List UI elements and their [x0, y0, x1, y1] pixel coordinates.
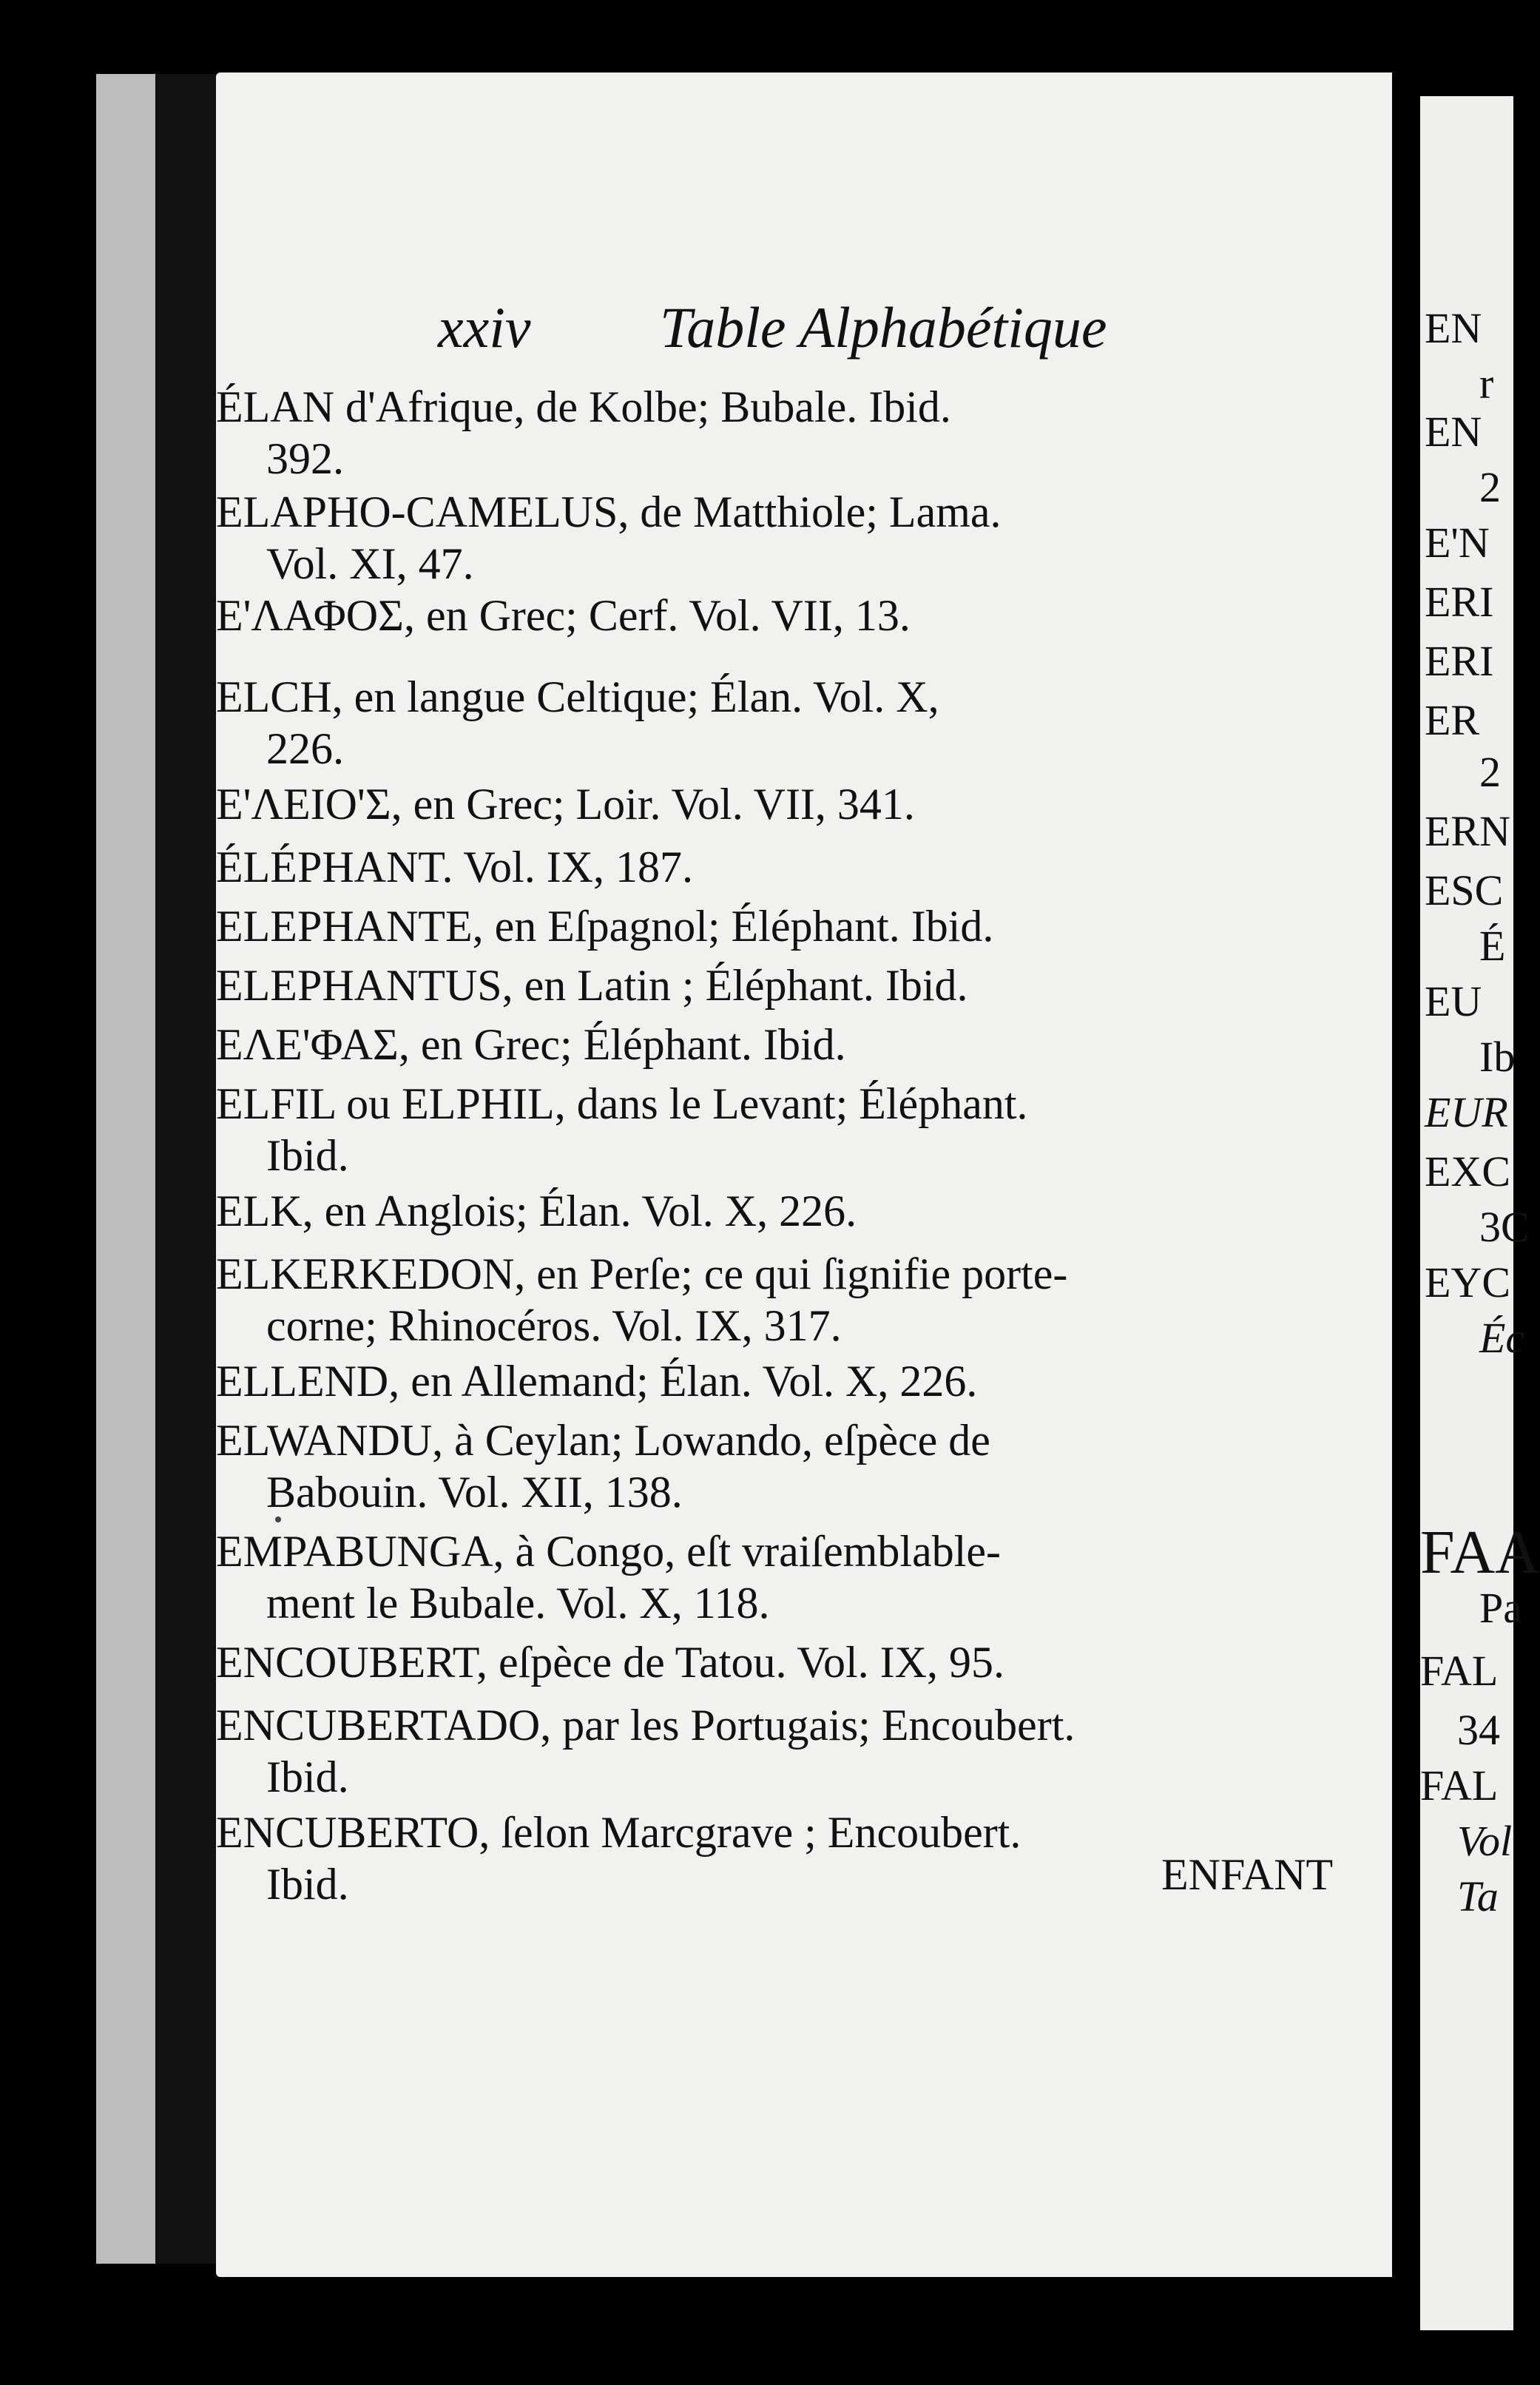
entry-line: ELLEND, en Allemand; Élan. Vol. X, 226.	[216, 1357, 978, 1406]
facing-fragment: EN	[1425, 304, 1482, 352]
facing-fragment: EYC	[1425, 1258, 1510, 1306]
index-entry	[216, 487, 1362, 590]
entry-line: ELAPHO-CAMELUS, de Matthiole; Lama.	[216, 488, 1002, 536]
facing-fragment: 2	[1479, 463, 1501, 511]
index-entry	[216, 1415, 1362, 1519]
index-entry	[216, 672, 1362, 775]
entry-continuation: Vol. XI, 47.	[266, 539, 474, 588]
facing-fragment: FAL	[1420, 1647, 1499, 1695]
facing-fragment: 2	[1479, 748, 1501, 796]
page-seam	[1392, 72, 1420, 2329]
index-entry	[216, 382, 1362, 485]
entry-continuation: Ibid.	[266, 1753, 349, 1801]
entry-line: Ε'ΛΕΙΟ'Σ, en Grec; Loir. Vol. VII, 341.	[216, 780, 915, 829]
entry-line: ELFIL ou ELPHIL, dans le Levant; Éléphant.	[216, 1079, 1028, 1128]
facing-fragment: Ta	[1457, 1872, 1499, 1920]
paper-speck	[275, 1517, 281, 1522]
facing-fragment: r	[1479, 360, 1494, 408]
facing-fragment: ERI	[1425, 578, 1494, 626]
page-edge-strip	[96, 74, 155, 2264]
catchword: ENFANT	[1161, 1850, 1334, 1899]
entry-continuation: Ibid.	[266, 1131, 349, 1180]
facing-fragment: ESC	[1425, 866, 1504, 914]
entry-line: ELK, en Anglois; Élan. Vol. X, 226.	[216, 1187, 857, 1235]
entry-line: ENCUBERTADO, par les Portugais; Encoubert.	[216, 1701, 1075, 1750]
facing-fragment: FAA	[1420, 1518, 1540, 1587]
index-entry	[216, 1526, 1362, 1630]
index-entry	[216, 1249, 1362, 1352]
entry-line: ELWANDU, à Ceylan; Lowando, eſpèce de	[216, 1416, 990, 1465]
index-entry	[216, 1700, 1362, 1804]
entry-line: ΕΛΕ'ΦΑΣ, en Grec; Éléphant. Ibid.	[216, 1020, 846, 1069]
page-number: xxiv	[438, 295, 531, 360]
facing-fragment: EN	[1425, 408, 1482, 456]
entry-line: ELEPHANTUS, en Latin ; Éléphant. Ibid.	[216, 961, 968, 1010]
facing-fragment: Ib	[1479, 1033, 1516, 1081]
entry-line: ENCUBERTO, ſelon Marcgrave ; Encoubert.	[216, 1808, 1021, 1857]
entry-continuation: 226.	[266, 724, 344, 773]
entry-continuation: ment le Bubale. Vol. X, 118.	[266, 1579, 770, 1627]
index-entry	[216, 1079, 1362, 1182]
entry-line: ELCH, en langue Celtique; Élan. Vol. X,	[216, 672, 939, 721]
facing-fragment: Vol	[1457, 1817, 1513, 1865]
entry-continuation: corne; Rhinocéros. Vol. IX, 317.	[266, 1301, 842, 1350]
entry-line: ÉLÉPHANT. Vol. IX, 187.	[216, 843, 693, 891]
facing-fragment: E'N	[1425, 519, 1490, 567]
facing-fragment: EXC	[1425, 1147, 1510, 1195]
facing-fragment: FAL	[1420, 1761, 1499, 1809]
facing-fragment: ER	[1425, 696, 1480, 744]
facing-fragment: 34	[1457, 1706, 1500, 1754]
entry-line: ELKERKEDON, en Perſe; ce qui ſignifie porte-	[216, 1249, 1068, 1298]
entry-line: ENCOUBERT, eſpèce de Tatou. Vol. IX, 95.	[216, 1638, 1004, 1687]
facing-fragment: Pa	[1479, 1584, 1522, 1632]
entry-continuation: Babouin. Vol. XII, 138.	[266, 1468, 683, 1517]
entry-line: EMPABUNGA, à Congo, eſt vraiſemblable-	[216, 1527, 1001, 1576]
entry-continuation: Ibid.	[266, 1860, 349, 1909]
facing-fragment: Éc	[1479, 1314, 1525, 1362]
page-title: Table Alphabétique	[660, 295, 1107, 360]
entry-line: ELEPHANTE, en Eſpagnol; Éléphant. Ibid.	[216, 902, 994, 951]
facing-fragment: É	[1479, 922, 1506, 970]
entry-line: Ε'ΛΑΦΟΣ, en Grec; Cerf. Vol. VII, 13.	[216, 591, 911, 640]
book-page	[216, 72, 1392, 2277]
facing-fragment: EU	[1425, 977, 1482, 1025]
binding-shadow	[155, 74, 218, 2264]
facing-fragment: EUR	[1425, 1088, 1508, 1136]
running-header	[438, 294, 1399, 376]
entry-line: ÉLAN d'Afrique, de Kolbe; Bubale. Ibid.	[216, 382, 951, 431]
facing-fragment: 3C	[1479, 1203, 1530, 1251]
facing-fragment: ERI	[1425, 637, 1494, 685]
facing-page	[1420, 96, 1540, 2330]
facing-fragment: ERN	[1425, 807, 1510, 855]
entry-continuation: 392.	[266, 434, 344, 483]
